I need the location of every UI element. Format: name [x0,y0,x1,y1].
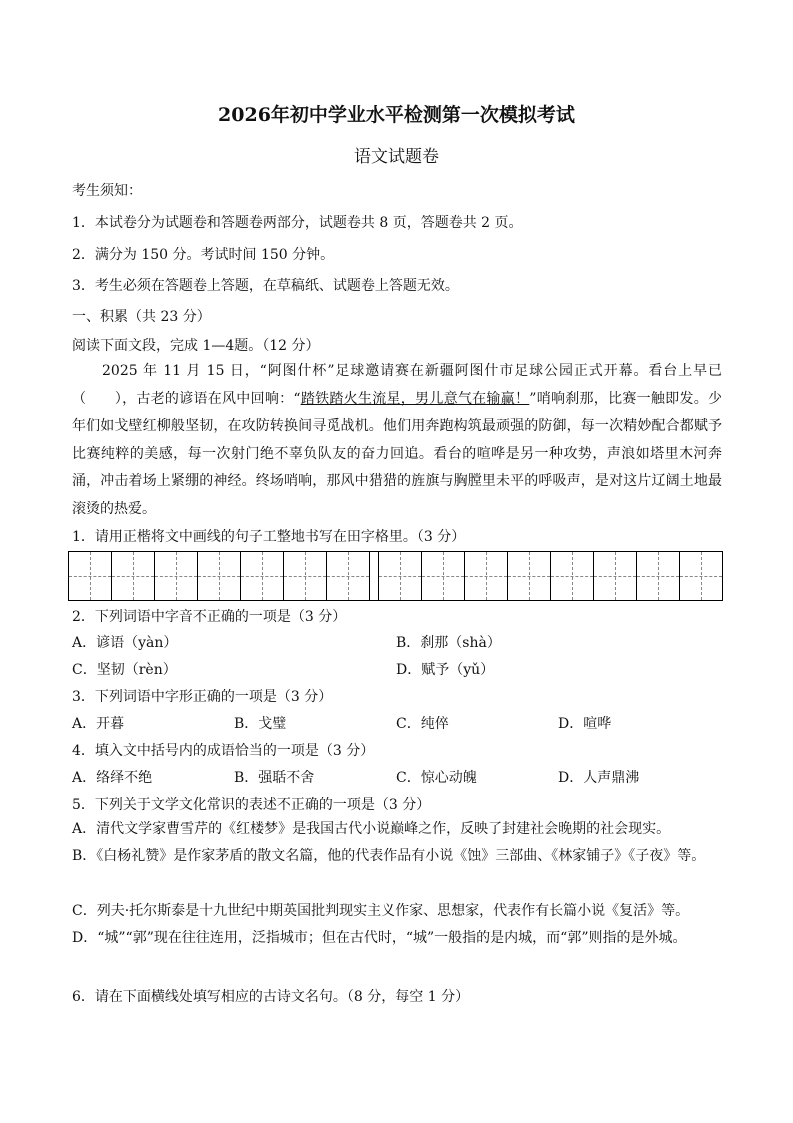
option[interactable]: A．开暮 [72,716,125,732]
question-6: 6．请在下面横线处填写相应的古诗文名句。（8 分，每空 1 分） [72,989,470,1005]
grid-cell[interactable] [551,552,594,600]
grid-cell[interactable] [465,552,508,600]
grid-cell[interactable] [422,552,465,600]
option[interactable]: B．戈璧 [234,716,287,732]
option[interactable]: D．“城”“郭”现在往往连用，泛指城市；但在古代时，“城”一般指的是内城，而“郭”则指的是外城。 [72,930,687,946]
question-5: 5．下列关于文学文化常识的表述不正确的一项是（3 分） [72,797,431,813]
question-1: 1．请用正楷将文中画线的句子工整地书写在田字格里。（3 分） [72,529,466,545]
option[interactable]: C．坚韧（rèn） [72,662,177,678]
reading-intro: 阅读下面文段，完成 1—4题。（12 分） [72,338,320,354]
reading-passage: 2025 年 11 月 15 日，“阿图什杯”足球邀请赛在新疆阿图什市足球公园正式开幕。看台上早已（ ），古老的谚语在风中回响：“踏铁踏火生流星，男儿意气在输赢！”哨响刹那，比赛一触即发。少年们如戈壁红柳般坚韧，在攻防转换间寻觅战机。他们用奔跑构筑最顽强的防御，每一次精妙配合都赋予比赛纯粹的美感，每一次射门绝不辜负队友的奋力回追。看台的喧哗是另一种攻势，声浪如塔里木河奔涌，冲击着场上紧绷的神经。终场哨响，那风中猎猎的旌旗与胸膛里未平的呼吸声，是对这片辽阔土地最滚烫的热爱。 [72,363,723,517]
option[interactable]: D．人声鼎沸 [558,770,640,786]
grid-spacer [370,552,379,600]
grid-cell[interactable] [327,552,370,600]
grid-cell[interactable] [198,552,241,600]
section-heading: 一、积累（共 23 分） [72,309,211,325]
exam-title: 2026年初中学业水平检测第一次模拟考试 [218,104,575,126]
option[interactable]: A．谚语（yàn） [72,635,178,651]
writing-grid[interactable] [68,551,723,601]
grid-cell[interactable] [637,552,680,600]
grid-cell[interactable] [241,552,284,600]
exam-subtitle: 语文试题卷 [354,147,439,167]
question-3: 3．下列词语中字形正确的一项是（3 分） [72,689,333,705]
grid-cell[interactable] [508,552,551,600]
option[interactable]: D．喧哗 [558,716,612,732]
grid-cell[interactable] [155,552,198,600]
option[interactable]: D．赋予（yǔ） [396,662,495,678]
notice-heading: 考生须知： [72,183,142,199]
grid-cell[interactable] [680,552,722,600]
option[interactable]: B．《白杨礼赞》是作家茅盾的散文名篇，他的代表作品有小说《蚀》三部曲、《林家铺子》《子夜》等。 [72,848,706,864]
grid-cell[interactable] [69,552,112,600]
option[interactable]: A．络绎不绝 [72,770,153,786]
option[interactable]: B．强聒不舍 [234,770,315,786]
option[interactable]: C．纯倅 [396,716,449,732]
option[interactable]: B．刹那（shà） [396,635,501,651]
option[interactable]: A．清代文学家曹雪芹的《红楼梦》是我国古代小说巅峰之作，反映了封建社会晚期的社会现实。 [72,821,671,837]
question-4: 4．填入文中括号内的成语恰当的一项是（3 分） [72,743,375,759]
grid-cell[interactable] [284,552,327,600]
grid-cell[interactable] [112,552,155,600]
notice-item: 1．本试卷分为试题卷和答题卷两部分，试题卷共 8 页，答题卷共 2 页。 [72,215,523,231]
question-2: 2．下列词语中字音不正确的一项是（3 分） [72,609,347,625]
underlined-sentence: 踏铁踏火生流星，男儿意气在输赢！ [300,390,530,407]
option[interactable]: C．列夫·托尔斯泰是十九世纪中期英国批判现实主义作家、思想家，代表作有长篇小说《复活》等。 [72,903,690,919]
grid-cell[interactable] [379,552,422,600]
notice-item: 3．考生必须在答题卷上答题，在草稿纸、试题卷上答题无效。 [72,278,459,294]
notice-item: 2．满分为 150 分。考试时间 150 分钟。 [72,247,335,263]
option[interactable]: C．惊心动魄 [396,770,477,786]
grid-cell[interactable] [594,552,637,600]
